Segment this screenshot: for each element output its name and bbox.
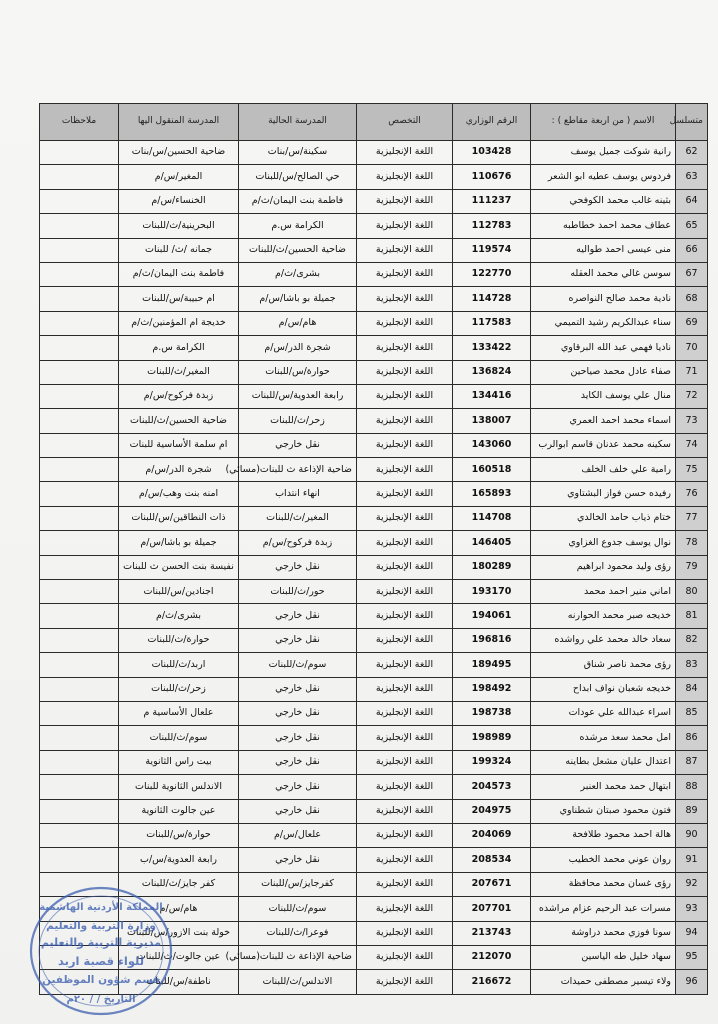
row-transfer-school: جميلة بو باشا/س/م — [119, 531, 239, 555]
row-notes — [40, 653, 119, 677]
row-notes — [40, 165, 119, 189]
row-serial: 72 — [676, 384, 708, 408]
row-number: 133422 — [453, 336, 531, 360]
row-number: 114708 — [453, 506, 531, 530]
row-transfer-school: رابعة العدوية/س/ب — [119, 848, 239, 872]
row-notes — [40, 701, 119, 725]
header-transfer-school: المدرسة المنقول اليها — [119, 104, 239, 141]
row-serial: 90 — [676, 823, 708, 847]
row-current-school: نقل خارجي — [239, 775, 357, 799]
row-serial: 81 — [676, 604, 708, 628]
row-serial: 83 — [676, 653, 708, 677]
table-row — [40, 384, 708, 408]
row-transfer-school: بيت راس الثانوية — [119, 750, 239, 774]
row-name: عطاف محمد احمد خطاطبه — [531, 214, 676, 238]
row-transfer-school: الخنساء/س/م — [119, 189, 239, 213]
row-name: مسرات عبد الرحيم عزام مراشده — [531, 897, 676, 921]
row-serial: 70 — [676, 336, 708, 360]
row-serial: 84 — [676, 677, 708, 701]
header-specialty: التخصص — [357, 104, 453, 141]
row-serial: 73 — [676, 409, 708, 433]
row-transfer-school: البحرينية/ث/للبنات — [119, 214, 239, 238]
table-row — [40, 214, 708, 238]
row-current-school: الكرامة س.م — [239, 214, 357, 238]
table-row — [40, 823, 708, 847]
row-number: 212070 — [453, 945, 531, 969]
table-row — [40, 360, 708, 384]
row-name: رؤى غسان محمد محافظة — [531, 872, 676, 896]
row-name: رؤى محمد ناصر شناق — [531, 653, 676, 677]
row-specialty: اللغة الإنجليزية — [357, 189, 453, 213]
row-transfer-school: اجنادين/س/للبنات — [119, 580, 239, 604]
row-transfer-school: ناطفة/س/للبنات — [119, 970, 239, 994]
row-specialty: اللغة الإنجليزية — [357, 580, 453, 604]
table-row — [40, 482, 708, 506]
row-name: امل محمد سعد مرشده — [531, 726, 676, 750]
row-current-school: حي الصالح/س/للبنات — [239, 165, 357, 189]
table-row — [40, 750, 708, 774]
row-number: 204069 — [453, 823, 531, 847]
row-number: 119574 — [453, 238, 531, 262]
table-row — [40, 531, 708, 555]
row-current-school: فاطمة بنت اليمان/ث/م — [239, 189, 357, 213]
row-notes — [40, 214, 119, 238]
row-name: نادية محمد صالح النواصره — [531, 287, 676, 311]
row-notes — [40, 189, 119, 213]
row-serial: 95 — [676, 945, 708, 969]
row-notes — [40, 262, 119, 286]
row-name: سوسن غالي محمد العقله — [531, 262, 676, 286]
row-name: ختام ذياب حامد الخالدي — [531, 506, 676, 530]
row-specialty: اللغة الإنجليزية — [357, 677, 453, 701]
header-current-school: المدرسة الحالية — [239, 104, 357, 141]
row-transfer-school: بشرى/ث/م — [119, 604, 239, 628]
table-row — [40, 628, 708, 652]
official-stamp — [28, 884, 174, 1018]
row-transfer-school: ضاحية الحسين/ث/للبنات — [119, 409, 239, 433]
row-notes — [40, 823, 119, 847]
row-current-school: علعال/س/م — [239, 823, 357, 847]
row-serial: 71 — [676, 360, 708, 384]
row-current-school: هام/س/م — [239, 311, 357, 335]
row-notes — [40, 458, 119, 482]
row-number: 134416 — [453, 384, 531, 408]
row-number: 160518 — [453, 458, 531, 482]
transfer-table — [39, 103, 708, 995]
table-row — [40, 458, 708, 482]
row-current-school: نقل خارجي — [239, 628, 357, 652]
table-row — [40, 165, 708, 189]
row-current-school: سوم/ث/للبنات — [239, 653, 357, 677]
table-row — [40, 287, 708, 311]
row-number: 146405 — [453, 531, 531, 555]
row-name: ابتهال حمد محمد العنبر — [531, 775, 676, 799]
row-transfer-school: ام سلمة الأساسية للبنات — [119, 433, 239, 457]
row-specialty: اللغة الإنجليزية — [357, 604, 453, 628]
row-specialty: اللغة الإنجليزية — [357, 726, 453, 750]
header-serial: متسلسل — [676, 104, 708, 141]
row-transfer-school: حوارة/س/للبنات — [119, 823, 239, 847]
row-number: 199324 — [453, 750, 531, 774]
row-name: ناديا فهمي عبد الله البرقاوي — [531, 336, 676, 360]
row-current-school: حوارة/س/للبنات — [239, 360, 357, 384]
row-specialty: اللغة الإنجليزية — [357, 701, 453, 725]
row-transfer-school: خولة بنت الازور/س/للبنات — [119, 921, 239, 945]
row-specialty: اللغة الإنجليزية — [357, 165, 453, 189]
row-number: 207701 — [453, 897, 531, 921]
row-specialty: اللغة الإنجليزية — [357, 506, 453, 530]
row-name: سهاد خليل طه الياسين — [531, 945, 676, 969]
row-current-school: نقل خارجي — [239, 604, 357, 628]
row-specialty: اللغة الإنجليزية — [357, 433, 453, 457]
row-transfer-school: زبدة فركوح/س/م — [119, 384, 239, 408]
row-specialty: اللغة الإنجليزية — [357, 238, 453, 262]
row-name: ولاء تيسير مصطفى حميدات — [531, 970, 676, 994]
row-current-school: زحر/ث/للبنات — [239, 409, 357, 433]
row-notes — [40, 336, 119, 360]
row-current-school: انهاء انتداب — [239, 482, 357, 506]
row-serial: 77 — [676, 506, 708, 530]
row-number: 111237 — [453, 189, 531, 213]
row-current-school: سكينة/س/بنات — [239, 141, 357, 165]
table-row — [40, 262, 708, 286]
row-number: 117583 — [453, 311, 531, 335]
row-name: منال علي يوسف الكايد — [531, 384, 676, 408]
row-specialty: اللغة الإنجليزية — [357, 653, 453, 677]
row-transfer-school: اربد/ث/للبنات — [119, 653, 239, 677]
row-serial: 65 — [676, 214, 708, 238]
table-row — [40, 141, 708, 165]
row-serial: 86 — [676, 726, 708, 750]
row-current-school: نقل خارجي — [239, 726, 357, 750]
row-specialty: اللغة الإنجليزية — [357, 921, 453, 945]
stamp-district: للواء قصبة اربد — [57, 954, 145, 968]
row-specialty: اللغة الإنجليزية — [357, 799, 453, 823]
row-serial: 88 — [676, 775, 708, 799]
stamp-date: التاريخ / / ٢٠م — [66, 994, 136, 1005]
row-specialty: اللغة الإنجليزية — [357, 311, 453, 335]
row-specialty: اللغة الإنجليزية — [357, 872, 453, 896]
row-transfer-school: حوارة/ث/للبنات — [119, 628, 239, 652]
row-name: خديجه شعبان نواف ابداح — [531, 677, 676, 701]
row-specialty: اللغة الإنجليزية — [357, 482, 453, 506]
row-number: 198989 — [453, 726, 531, 750]
row-notes — [40, 555, 119, 579]
row-name: اسراء عبدالله علي عودات — [531, 701, 676, 725]
table-row — [40, 799, 708, 823]
table-row — [40, 409, 708, 433]
row-transfer-school: نفيسة بنت الحسن ث للبنات — [119, 555, 239, 579]
row-current-school: نقل خارجي — [239, 799, 357, 823]
row-notes — [40, 384, 119, 408]
row-specialty: اللغة الإنجليزية — [357, 823, 453, 847]
row-notes — [40, 799, 119, 823]
row-current-school: فوعرا/ث/للبنات — [239, 921, 357, 945]
row-number: 204975 — [453, 799, 531, 823]
stamp-department: قسم شؤون الموظفين — [42, 974, 160, 986]
row-current-school: نقل خارجي — [239, 701, 357, 725]
row-number: 143060 — [453, 433, 531, 457]
row-notes — [40, 482, 119, 506]
row-name: منى عيسى احمد طواليه — [531, 238, 676, 262]
row-number: 189495 — [453, 653, 531, 677]
row-notes — [40, 628, 119, 652]
row-specialty: اللغة الإنجليزية — [357, 384, 453, 408]
row-transfer-school: كفر جايز/ث/للبنات — [119, 872, 239, 896]
row-current-school: سوم/ث/للبنات — [239, 897, 357, 921]
row-number: 193170 — [453, 580, 531, 604]
row-specialty: اللغة الإنجليزية — [357, 897, 453, 921]
row-number: 180289 — [453, 555, 531, 579]
stamp-kingdom: المملكة الأردنية الهاشمية — [39, 902, 163, 913]
row-number: 194061 — [453, 604, 531, 628]
row-name: هالة احمد محمود طلافحة — [531, 823, 676, 847]
stamp-directorate: مديرية التربية والتعليم — [40, 936, 162, 949]
row-specialty: اللغة الإنجليزية — [357, 409, 453, 433]
row-serial: 67 — [676, 262, 708, 286]
row-notes — [40, 604, 119, 628]
row-specialty: اللغة الإنجليزية — [357, 750, 453, 774]
row-name: سكينه محمد عدنان قاسم ابوالرب — [531, 433, 676, 457]
row-notes — [40, 238, 119, 262]
row-name: سناء عبدالكريم رشيد التميمي — [531, 311, 676, 335]
table-row — [40, 433, 708, 457]
table-row — [40, 238, 708, 262]
row-notes — [40, 141, 119, 165]
row-number: 103428 — [453, 141, 531, 165]
row-serial: 92 — [676, 872, 708, 896]
row-serial: 68 — [676, 287, 708, 311]
row-serial: 87 — [676, 750, 708, 774]
row-name: رانية شوكت جميل يوسف — [531, 141, 676, 165]
row-number: 198492 — [453, 677, 531, 701]
row-number: 165893 — [453, 482, 531, 506]
row-notes — [40, 409, 119, 433]
row-serial: 75 — [676, 458, 708, 482]
row-current-school: زبدة فركوح/س/م — [239, 531, 357, 555]
row-current-school: رابعة العدوية/س/للبنات — [239, 384, 357, 408]
row-current-school: ضاحية الإذاعة ث للبنات(مسائي) — [239, 945, 357, 969]
row-specialty: اللغة الإنجليزية — [357, 287, 453, 311]
row-transfer-school: خديجة ام المؤمنين/ث/م — [119, 311, 239, 335]
row-serial: 82 — [676, 628, 708, 652]
row-name: روان عوني محمد الخطيب — [531, 848, 676, 872]
table-row — [40, 311, 708, 335]
row-specialty: اللغة الإنجليزية — [357, 262, 453, 286]
row-current-school: نقل خارجي — [239, 848, 357, 872]
row-specialty: اللغة الإنجليزية — [357, 214, 453, 238]
row-transfer-school: ضاحية الحسين/س/بنات — [119, 141, 239, 165]
row-name: رامية علي خلف الخلف — [531, 458, 676, 482]
row-specialty: اللغة الإنجليزية — [357, 945, 453, 969]
row-number: 196816 — [453, 628, 531, 652]
table-row — [40, 604, 708, 628]
table-row — [40, 653, 708, 677]
row-name: سونا فوزي محمد دراوشة — [531, 921, 676, 945]
row-serial: 96 — [676, 970, 708, 994]
table-row — [40, 189, 708, 213]
row-name: رؤى وليد محمود ابراهيم — [531, 555, 676, 579]
row-serial: 76 — [676, 482, 708, 506]
row-serial: 85 — [676, 701, 708, 725]
row-transfer-school: الكرامة س.م — [119, 336, 239, 360]
row-serial: 69 — [676, 311, 708, 335]
row-serial: 91 — [676, 848, 708, 872]
table-row — [40, 677, 708, 701]
row-transfer-school: هام/س/م — [119, 897, 239, 921]
row-notes — [40, 506, 119, 530]
row-notes — [40, 287, 119, 311]
row-current-school: نقل خارجي — [239, 433, 357, 457]
row-transfer-school: زحر/ث/للبنات — [119, 677, 239, 701]
table-row — [40, 775, 708, 799]
row-number: 198738 — [453, 701, 531, 725]
row-transfer-school: علعال الأساسية م — [119, 701, 239, 725]
row-specialty: اللغة الإنجليزية — [357, 141, 453, 165]
table-row — [40, 580, 708, 604]
row-transfer-school: ام حبيبة/س/للبنات — [119, 287, 239, 311]
row-serial: 89 — [676, 799, 708, 823]
row-notes — [40, 726, 119, 750]
row-name: فتون محمود صبتان شطناوي — [531, 799, 676, 823]
row-number: 204573 — [453, 775, 531, 799]
row-current-school: حور/ث/للبنات — [239, 580, 357, 604]
row-serial: 74 — [676, 433, 708, 457]
table-row — [40, 726, 708, 750]
row-serial: 63 — [676, 165, 708, 189]
row-number: 114728 — [453, 287, 531, 311]
table-row — [40, 848, 708, 872]
row-transfer-school: شجرة الدر/س/م — [119, 458, 239, 482]
row-specialty: اللغة الإنجليزية — [357, 458, 453, 482]
table-body — [40, 141, 708, 995]
row-current-school: كفرجايز/س/للبنات — [239, 872, 357, 896]
row-notes — [40, 311, 119, 335]
row-notes — [40, 531, 119, 555]
row-specialty: اللغة الإنجليزية — [357, 336, 453, 360]
table-row — [40, 506, 708, 530]
row-name: سعاد خالد محمد علي رواشده — [531, 628, 676, 652]
row-specialty: اللغة الإنجليزية — [357, 555, 453, 579]
row-current-school: ضاحية الحسين/ث/للبنات — [239, 238, 357, 262]
row-serial: 78 — [676, 531, 708, 555]
row-serial: 94 — [676, 921, 708, 945]
row-name: صفاء عادل محمد صياحين — [531, 360, 676, 384]
row-transfer-school: المغير/س/م — [119, 165, 239, 189]
row-transfer-school: سوم/ث/للبنات — [119, 726, 239, 750]
row-notes — [40, 580, 119, 604]
row-name: رفيده حسن فواز البشتاوي — [531, 482, 676, 506]
row-number: 122770 — [453, 262, 531, 286]
row-notes — [40, 433, 119, 457]
row-transfer-school: الاندلس الثانوية للبنات — [119, 775, 239, 799]
row-name: اعتدال عليان مشعل بطاينه — [531, 750, 676, 774]
row-current-school: جميلة بو باشا/س/م — [239, 287, 357, 311]
row-number: 112783 — [453, 214, 531, 238]
row-transfer-school: جمانه /ث/ للبنات — [119, 238, 239, 262]
row-current-school: بشرى/ث/م — [239, 262, 357, 286]
row-transfer-school: فاطمة بنت اليمان/ث/م — [119, 262, 239, 286]
row-name: بثينه غالب محمد الكوفحي — [531, 189, 676, 213]
row-specialty: اللغة الإنجليزية — [357, 628, 453, 652]
row-specialty: اللغة الإنجليزية — [357, 848, 453, 872]
row-transfer-school: ذات النطاقين/س/للبنات — [119, 506, 239, 530]
row-current-school: نقل خارجي — [239, 555, 357, 579]
row-number: 213743 — [453, 921, 531, 945]
row-serial: 64 — [676, 189, 708, 213]
row-current-school: نقل خارجي — [239, 750, 357, 774]
row-notes — [40, 750, 119, 774]
row-transfer-school: عين جالوت الثانوية — [119, 799, 239, 823]
row-notes — [40, 360, 119, 384]
row-transfer-school: المغير/ث/للبنات — [119, 360, 239, 384]
row-serial: 93 — [676, 897, 708, 921]
table-header-row — [40, 104, 708, 141]
row-name: نوال يوسف جدوع الغزاوي — [531, 531, 676, 555]
row-notes — [40, 677, 119, 701]
row-current-school: نقل خارجي — [239, 677, 357, 701]
row-serial: 62 — [676, 141, 708, 165]
row-transfer-school: عين جالوت/ث/للبنات — [119, 945, 239, 969]
row-notes — [40, 848, 119, 872]
row-name: خديجه صبر محمد الحوارنه — [531, 604, 676, 628]
row-specialty: اللغة الإنجليزية — [357, 531, 453, 555]
row-number: 138007 — [453, 409, 531, 433]
table-row — [40, 701, 708, 725]
row-serial: 66 — [676, 238, 708, 262]
stamp-ministry: وزارة التربية والتعليم — [46, 920, 156, 932]
row-notes — [40, 775, 119, 799]
row-specialty: اللغة الإنجليزية — [357, 970, 453, 994]
row-current-school: المغير/ث/للبنات — [239, 506, 357, 530]
row-serial: 79 — [676, 555, 708, 579]
row-name: فردوس يوسف عطيه ابو الشعر — [531, 165, 676, 189]
table-row — [40, 336, 708, 360]
row-name: اسماء محمد احمد العمري — [531, 409, 676, 433]
row-specialty: اللغة الإنجليزية — [357, 360, 453, 384]
header-number: الرقم الوزاري — [453, 104, 531, 141]
row-current-school: الاندلس/ث/للبنات — [239, 970, 357, 994]
row-name: اماني منير احمد محمد — [531, 580, 676, 604]
row-current-school: ضاحية الإذاعة ث للبنات(مسائي) — [239, 458, 357, 482]
header-notes: ملاحظات — [40, 104, 119, 141]
row-specialty: اللغة الإنجليزية — [357, 775, 453, 799]
row-transfer-school: امنه بنت وهب/س/م — [119, 482, 239, 506]
row-number: 136824 — [453, 360, 531, 384]
header-name: الاسم ( من اربعة مقاطع ) : — [531, 104, 676, 141]
row-number: 110676 — [453, 165, 531, 189]
row-number: 207671 — [453, 872, 531, 896]
row-current-school: شجرة الدر/س/م — [239, 336, 357, 360]
row-number: 216672 — [453, 970, 531, 994]
table-row — [40, 555, 708, 579]
row-serial: 80 — [676, 580, 708, 604]
row-number: 208534 — [453, 848, 531, 872]
